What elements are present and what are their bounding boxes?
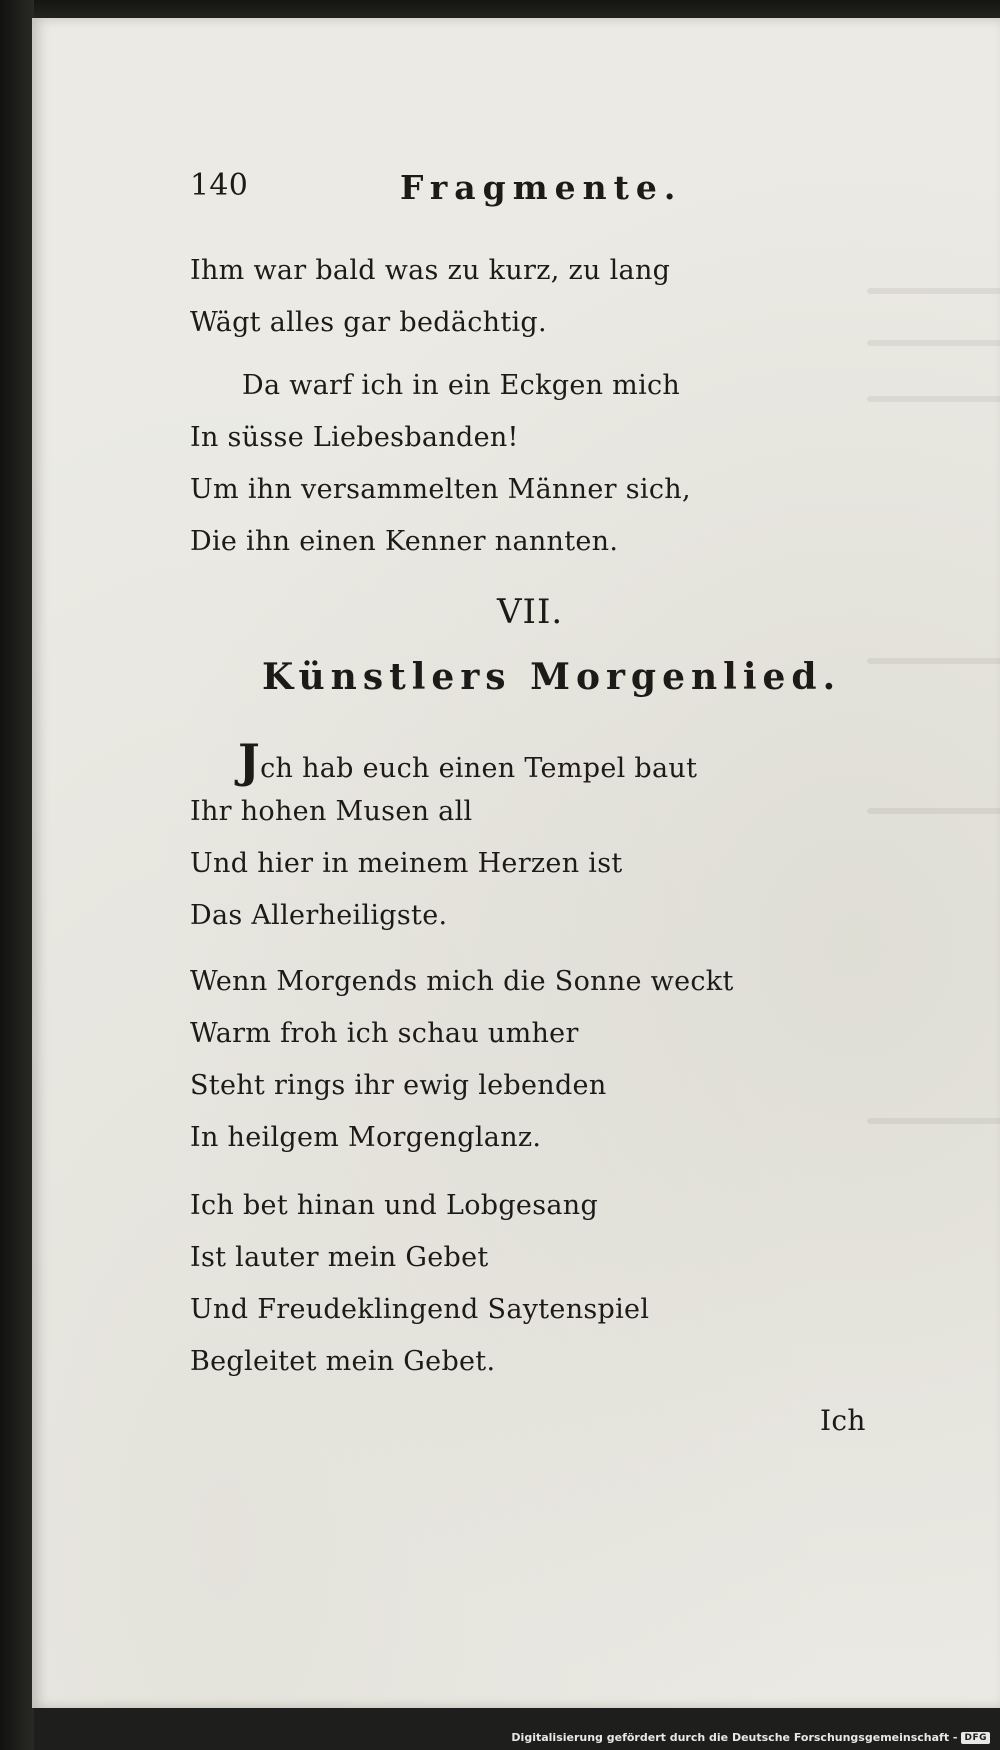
verse-line: Um ihn versammelten Männer sich, [190, 474, 691, 505]
verse-line: Begleitet mein Gebet. [190, 1346, 496, 1377]
verse-line: In süsse Liebesbanden! [190, 422, 519, 453]
verse-line: Und Freudeklingend Saytenspiel [190, 1294, 650, 1325]
verse-line: Ihr hohen Musen all [190, 796, 473, 827]
page-number: 140 [190, 168, 249, 203]
first-verse-line [238, 734, 698, 788]
show-through [867, 396, 1000, 402]
funding-footer [511, 1731, 990, 1744]
verse-line-rest: ch hab euch einen Tempel baut [260, 753, 698, 784]
verse-line: Und hier in meinem Herzen ist [190, 848, 623, 879]
dfg-logo: DFG [961, 1732, 990, 1744]
footer-text: Digitalisierung gefördert durch die Deutsche Forschungsgemeinschaft - [511, 1731, 958, 1744]
verse-line: Steht rings ihr ewig lebenden [190, 1070, 607, 1101]
verse-line: In heilgem Morgenglanz. [190, 1122, 542, 1153]
poem-title: Künstlers Morgenlied. [262, 656, 842, 698]
verse-line: Ich bet hinan und Lobgesang [190, 1190, 599, 1221]
drop-cap: J [238, 734, 261, 788]
verse-line: Das Allerheiligste. [190, 900, 448, 931]
show-through [867, 340, 1000, 346]
show-through [867, 1118, 1000, 1124]
verse-line: Ihm war bald was zu kurz, zu lang [190, 255, 671, 286]
book-gutter [0, 0, 34, 1750]
show-through [867, 808, 1000, 814]
catchword: Ich [820, 1404, 866, 1437]
scan-top-edge [0, 0, 1000, 20]
verse-line: Ist lauter mein Gebet [190, 1242, 489, 1273]
verse-line: Die ihn einen Kenner nannten. [190, 526, 619, 557]
show-through [867, 658, 1000, 664]
verse-line: Wägt alles gar bedächtig. [190, 307, 547, 338]
verse-line: Warm froh ich schau umher [190, 1018, 579, 1049]
poem-number: VII. [497, 592, 564, 632]
running-head: Fragmente. [400, 168, 683, 207]
verse-line: Wenn Morgends mich die Sonne weckt [190, 966, 734, 997]
show-through [867, 288, 1000, 294]
verse-line: Da warf ich in ein Eckgen mich [242, 370, 681, 401]
